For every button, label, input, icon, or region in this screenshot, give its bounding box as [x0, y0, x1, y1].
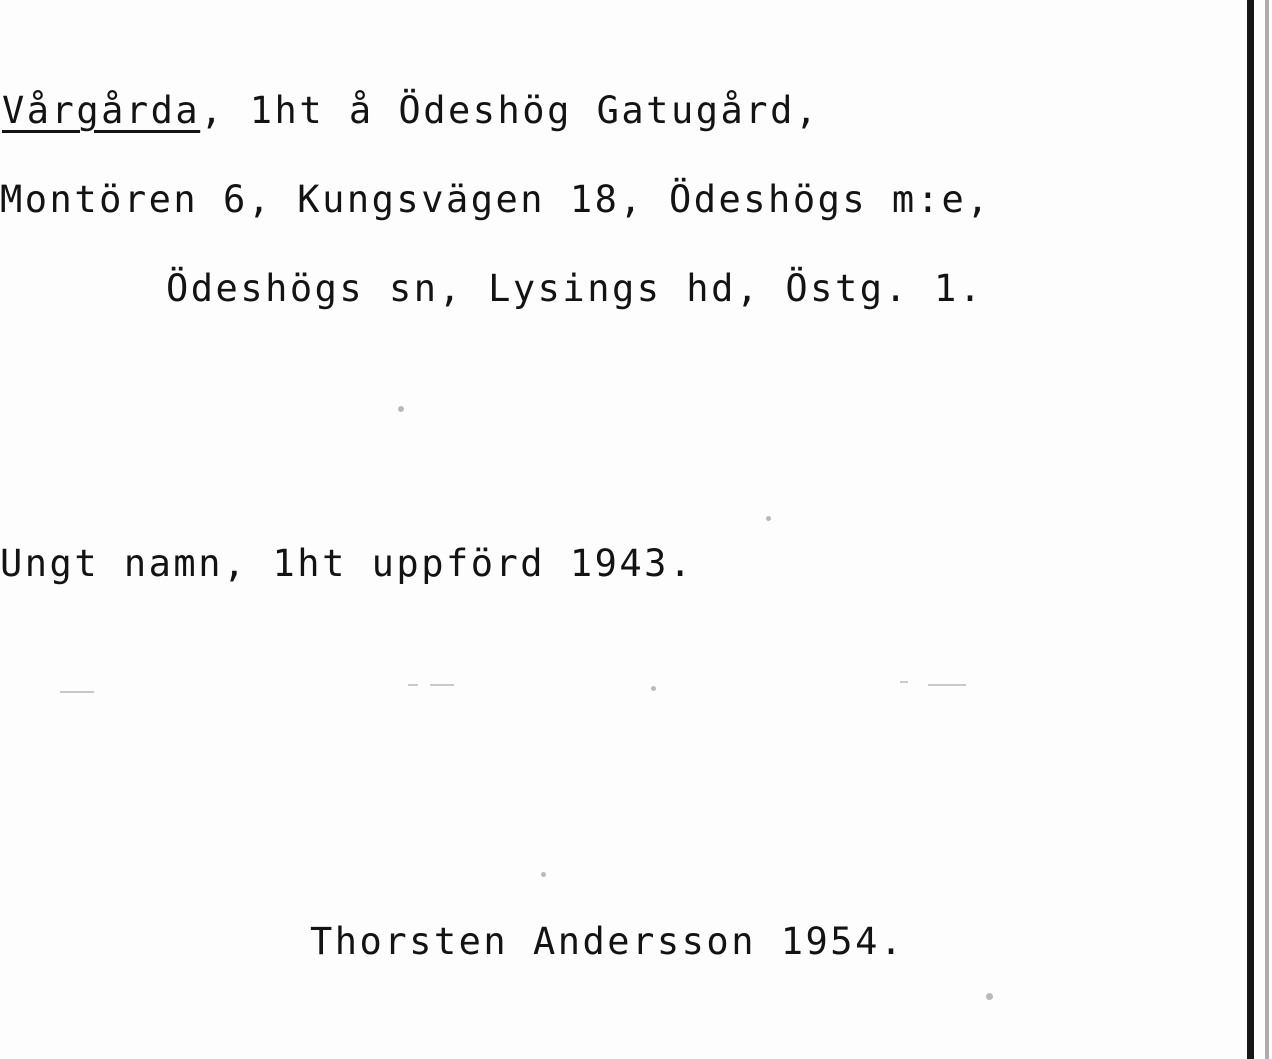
scan-speck [398, 406, 404, 412]
scan-edge-soft [1265, 0, 1269, 1059]
scan-speck [651, 686, 656, 691]
scan-speck [541, 872, 546, 877]
headword-text: Vårgårda [2, 89, 201, 132]
note-line: Ungt namn, 1ht uppförd 1943. [0, 542, 694, 585]
scan-dash [900, 681, 908, 683]
scan-dash [408, 684, 418, 686]
address-line: Montören 6, Kungsvägen 18, Ödeshögs m:e, [0, 178, 992, 221]
headword-rest-text: , 1ht å Ödeshög Gatugård, [200, 89, 820, 132]
scan-dash [430, 684, 454, 686]
scan-dash [928, 684, 966, 686]
headword-line [2, 89, 820, 132]
scan-speck [986, 993, 993, 1000]
signature-line: Thorsten Andersson 1954. [310, 920, 905, 963]
parish-line: Ödeshögs sn, Lysings hd, Östg. 1. [166, 267, 984, 310]
scan-dash [60, 691, 94, 693]
scan-edge-dark [1247, 0, 1254, 1059]
scan-speck [766, 516, 771, 521]
